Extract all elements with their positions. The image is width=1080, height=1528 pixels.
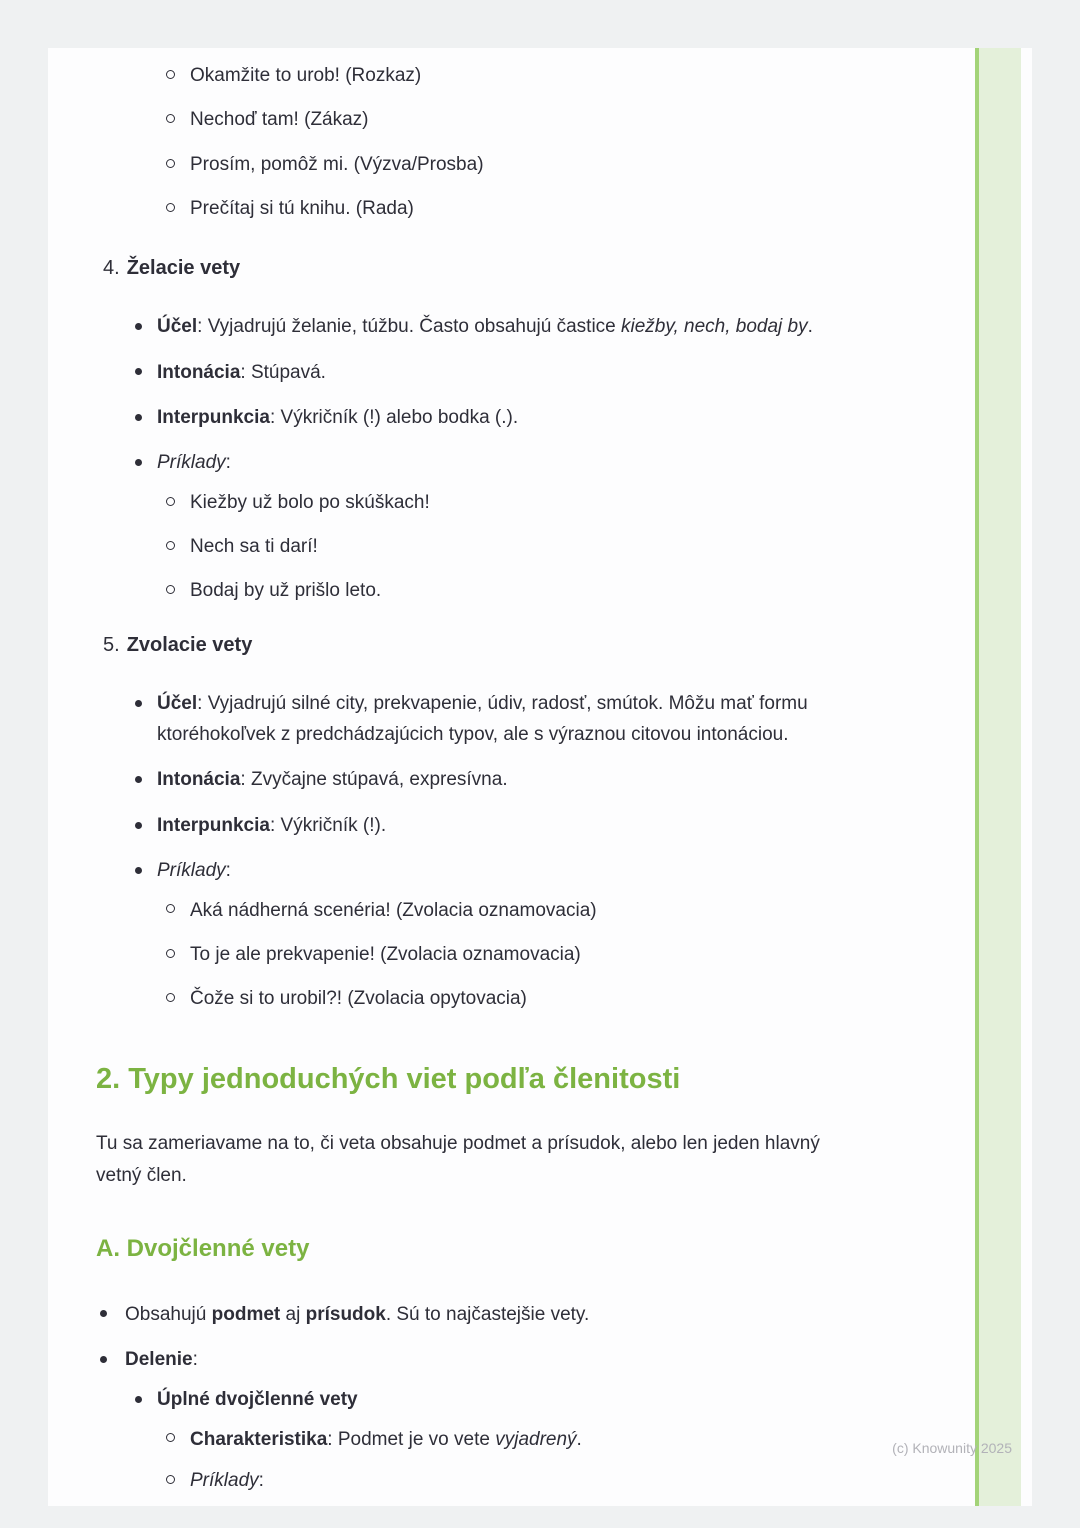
text-segment: : [225,860,231,882]
bold-label: Účel [157,692,198,714]
list-item [96,104,826,135]
list-item [157,1424,826,1455]
list-item [96,149,826,180]
uplne-sublist [157,1424,826,1497]
list-item [125,1384,826,1496]
list-item [96,311,826,342]
text-segment: : Podmet je vo vete [327,1428,496,1450]
bold-label: Intonácia [157,361,241,383]
section-title-text: Zvolacie vety [126,633,253,656]
list-item [157,983,826,1014]
delenie-sublist [125,1384,826,1496]
list-item [96,1299,826,1330]
heading-dvojclenne-vety: A. Dvojčlenné vety [96,1234,310,1262]
list-item [96,193,826,224]
bold-label: Charakteristika [190,1428,328,1450]
list-item-text: Okamžite to urob! (Rozkaz) [190,65,422,86]
italic-segment: kiežby, nech, bodaj by [621,316,808,338]
text-segment: aj [280,1303,306,1325]
text-segment: Obsahujú [125,1303,212,1325]
bold-segment: podmet [211,1303,281,1325]
list-item [157,1465,826,1496]
text-segment: : Vyjadrujú silné city, prekvapenie, údiv, radosť, smútok. Môžu mať formu ktoréhokoľvek z predchádzajúcich typov, ale s výraznou citovou intonáciou. [157,692,808,746]
italic-label: Príklady [157,860,226,882]
list-item-text: Aká nádherná scenéria! (Zvolacia oznamovacia) [190,899,597,921]
text-segment: : Vyjadrujú želanie, túžbu. Často obsahujú častice [197,316,622,338]
bold-label: Interpunkcia [157,407,270,429]
heading-typy-jednoduchych-viet: 2. Typy jednoduchých viet podľa členitosti [96,1062,681,1095]
text-segment: : [192,1348,198,1370]
list-item [157,575,826,606]
bold-label: Účel [157,316,198,338]
list-item [96,357,826,388]
list-item [96,60,826,91]
list-item [96,764,826,795]
section-4-examples [157,487,826,607]
list-item [157,895,826,926]
bold-label: Intonácia [157,769,241,791]
list-item-text: Kiežby už bolo po skúškach! [190,491,430,513]
bold-label: Delenie [125,1348,193,1370]
right-accent-stripe [975,48,1021,1506]
text-segment: . [807,316,813,338]
document-content [96,60,826,1510]
dvojclenne-list [96,1299,826,1497]
italic-label: Príklady [157,452,226,474]
section-number: 4. [103,257,120,280]
list-item [96,810,826,841]
text-segment: : Výkričník (!). [269,814,387,836]
text-segment: : Výkričník (!) alebo bodka (.). [269,407,519,429]
section-5-examples [157,895,826,1015]
text-segment: . Sú to najčastejšie vety. [385,1303,590,1325]
list-item [96,1344,826,1496]
list-item-text: Prosím, pomôž mi. (Výzva/Prosba) [190,153,484,175]
italic-label: Príklady [190,1469,259,1491]
list-item-text: Nech sa ti darí! [190,536,318,558]
text-segment: . [576,1428,582,1450]
section-title-text: Želacie vety [126,257,241,280]
list-item [157,939,826,970]
italic-segment: vyjadrený [495,1428,577,1450]
list-item [96,688,826,751]
section-4-list [96,311,826,606]
list-item [96,447,826,606]
document-card [48,48,1032,1506]
bold-segment: prísudok [305,1303,386,1325]
watermark: (c) Knowunity 2025 [892,1440,1012,1456]
section-5-title [103,629,826,662]
text-segment: : Zvyčajne stúpavá, expresívna. [240,769,508,791]
list-item [96,855,826,1014]
list-item-text: Bodaj by už prišlo leto. [190,580,382,602]
intro-paragraph: Tu sa zameriavame na to, či veta obsahuje podmet a prísudok, alebo len jeden hlavný vetný člen. [96,1133,820,1186]
text-segment: : [258,1469,264,1491]
list-item-text: Nechoď tam! (Zákaz) [190,109,369,131]
imperative-examples-list [96,60,826,224]
section-4-title [103,252,826,285]
list-item-text: To je ale prekvapenie! (Zvolacia oznamovacia) [190,943,581,965]
bold-label: Úplné dvojčlenné vety [157,1389,358,1411]
list-item [157,487,826,518]
section-5-list [96,688,826,1015]
text-segment: : [225,452,231,474]
section-number: 5. [103,633,120,656]
list-item-text: Prečítaj si tú knihu. (Rada) [190,198,414,220]
bold-label: Interpunkcia [157,814,270,836]
list-item-text: Čože si to urobil?! (Zvolacia opytovacia) [190,988,527,1010]
list-item [96,402,826,433]
list-item [157,531,826,562]
text-segment: : Stúpavá. [240,361,326,383]
